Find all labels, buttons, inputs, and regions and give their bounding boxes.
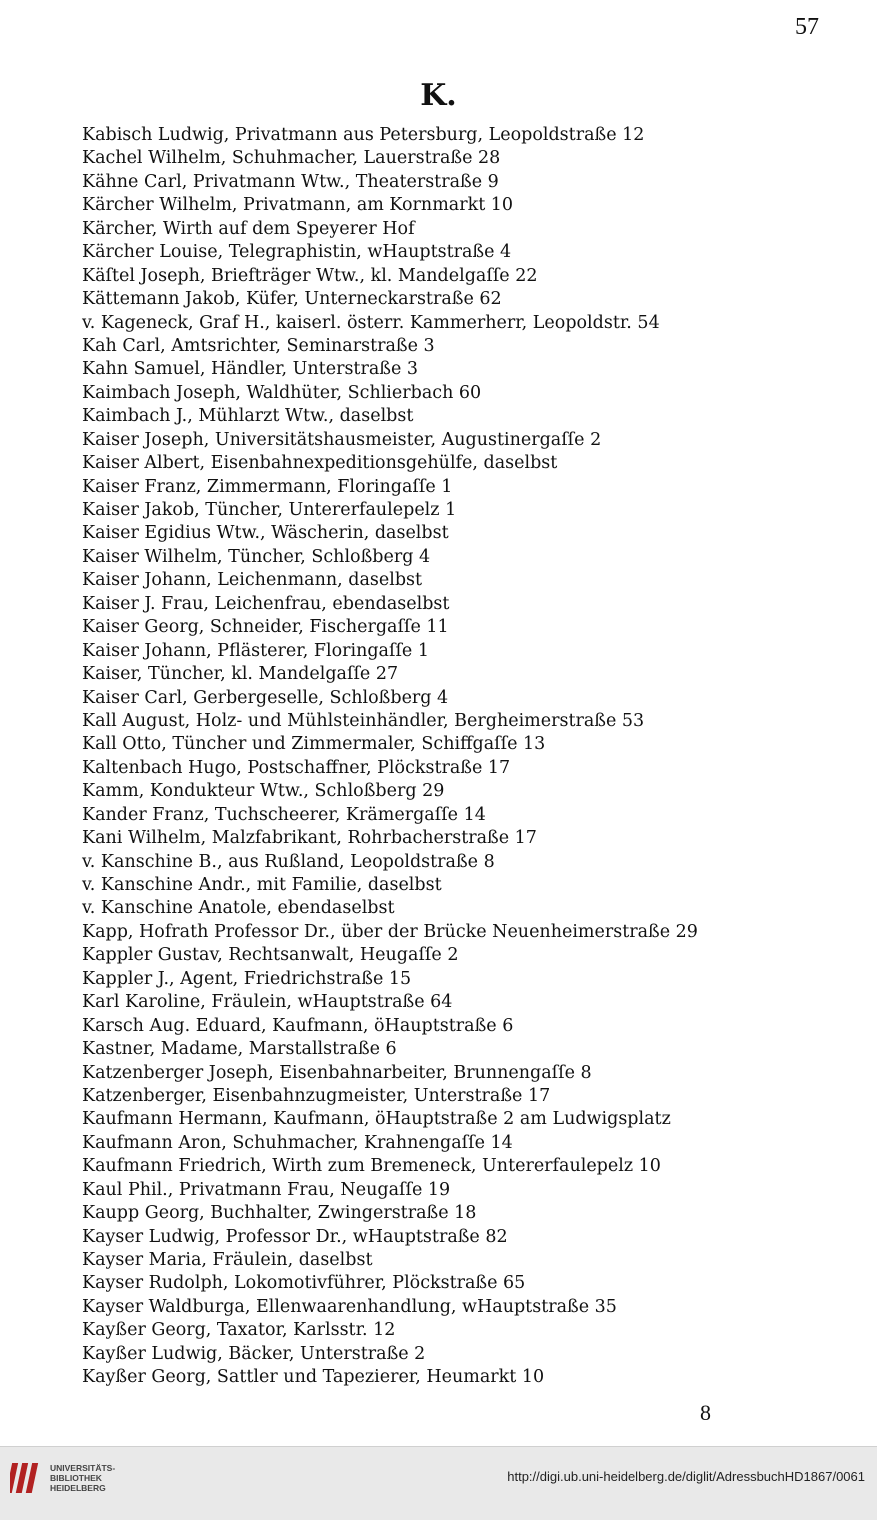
directory-entry: Karl Karoline, Fräulein, wHauptstraße 64 <box>82 992 453 1013</box>
directory-entry: Kall August, Holz- und Mühlsteinhändler, Bergheimerstraße 53 <box>82 710 645 731</box>
directory-entry: Katzenberger, Eisenbahnzugmeister, Unterstraße 17 <box>82 1085 551 1106</box>
directory-entry: Kaiser Jakob, Tüncher, Untererfaulepelz 1 <box>82 500 457 520</box>
logo-line-1: UNIVERSITÄTS- <box>50 1463 116 1473</box>
directory-entry: Kaufmann Aron, Schuhmacher, Krahnengaſſe 14 <box>82 1132 513 1153</box>
footer-url-link[interactable]: http://digi.ub.uni-heidelberg.de/diglit/AdressbuchHD1867/0061 <box>507 1469 865 1484</box>
directory-entry: v. Kanschine B., aus Rußland, Leopoldstraße 8 <box>82 851 495 872</box>
directory-entry: Kani Wilhelm, Malzfabrikant, Rohrbacherstraße 17 <box>82 828 537 849</box>
directory-entry: Kaiser Johann, Leichenmann, daselbst <box>82 570 423 591</box>
directory-entry: Kaiser Albert, Eisenbahnexpeditionsgehülfe, daselbst <box>82 453 558 474</box>
directory-entry: Kamm, Kondukteur Wtw., Schloßberg 29 <box>82 781 445 802</box>
directory-entry: Kähne Carl, Privatmann Wtw., Theaterstraße 9 <box>82 171 499 192</box>
logo-line-2: BIBLIOTHEK <box>50 1473 102 1483</box>
logo-line-3: HEIDELBERG <box>50 1483 106 1493</box>
directory-entry: Kayßer Georg, Sattler und Tapezierer, Heumarkt 10 <box>82 1367 545 1388</box>
library-logo-icon <box>10 1459 44 1497</box>
directory-entry: v. Kanschine Anatole, ebendaselbst <box>82 898 395 919</box>
directory-entry: Kabisch Ludwig, Privatmann aus Petersburg, Leopoldstraße 12 <box>82 125 645 145</box>
signature-mark: 8 <box>700 1400 711 1425</box>
library-logo-text <box>50 1463 115 1493</box>
directory-entry: Kaltenbach Hugo, Postschaffner, Plöckstraße 17 <box>82 757 511 778</box>
directory-entries <box>82 124 842 1390</box>
directory-entry: Kaiser, Tüncher, kl. Mandelgaſſe 27 <box>82 664 399 685</box>
directory-entry: Kander Franz, Tuchscheerer, Krämergaſſe 14 <box>82 804 486 825</box>
directory-entry: Kaiser Johann, Pflästerer, Floringaſſe 1 <box>82 640 429 661</box>
directory-entry: Kayßer Ludwig, Bäcker, Unterstraße 2 <box>82 1343 426 1364</box>
directory-entry: Kaul Phil., Privatmann Frau, Neugaſſe 19 <box>82 1179 451 1200</box>
directory-entry: Kaiser J. Frau, Leichenfrau, ebendaselbst <box>82 593 450 614</box>
footer-bar <box>0 1446 877 1520</box>
directory-entry: Kaimbach J., Mühlarzt Wtw., daselbst <box>82 406 414 427</box>
directory-entry: Kaiser Franz, Zimmermann, Floringaſſe 1 <box>82 476 453 497</box>
directory-entry: v. Kageneck, Graf H., kaiserl. österr. Kammerherr, Leopoldstr. 54 <box>82 312 660 333</box>
directory-entry: Kayser Rudolph, Lokomotivführer, Plöckstraße 65 <box>82 1273 526 1294</box>
directory-entry: Kaiser Wilhelm, Tüncher, Schloßberg 4 <box>82 546 431 567</box>
directory-entry: Kastner, Madame, Marstallstraße 6 <box>82 1039 397 1060</box>
directory-entry: Kaiser Joseph, Universitätshausmeister, Augustinergaſſe 2 <box>82 429 602 450</box>
directory-entry: Karsch Aug. Eduard, Kaufmann, öHauptstraße 6 <box>82 1015 514 1036</box>
directory-entry: Kappler J., Agent, Friedrichstraße 15 <box>82 968 412 989</box>
library-logo[interactable] <box>10 1459 115 1497</box>
page-number: 57 <box>795 14 819 40</box>
directory-entry: Kayser Maria, Fräulein, daselbst <box>82 1250 373 1270</box>
directory-entry: Kayser Waldburga, Ellenwaarenhandlung, wHauptstraße 35 <box>82 1296 617 1317</box>
directory-entry: Kayser Ludwig, Professor Dr., wHauptstraße 82 <box>82 1226 508 1247</box>
directory-entry: Kärcher Louise, Telegraphistin, wHauptstraße 4 <box>82 242 512 263</box>
directory-entry: Kaimbach Joseph, Waldhüter, Schlierbach 60 <box>82 382 482 403</box>
directory-entry: Kachel Wilhelm, Schuhmacher, Lauerstraße 28 <box>82 148 501 169</box>
directory-entry: Katzenberger Joseph, Eisenbahnarbeiter, Brunnengaſſe 8 <box>82 1062 592 1083</box>
directory-entry: Kaupp Georg, Buchhalter, Zwingerstraße 18 <box>82 1203 477 1224</box>
directory-entry: Kah Carl, Amtsrichter, Seminarstraße 3 <box>82 335 435 356</box>
directory-entry: Kärcher, Wirth auf dem Speyerer Hof <box>82 218 415 239</box>
directory-entry: Kall Otto, Tüncher und Zimmermaler, Schiffgaſſe 13 <box>82 734 546 755</box>
directory-entry: v. Kanschine Andr., mit Familie, daselbst <box>82 875 442 895</box>
section-letter: K. <box>420 78 457 113</box>
directory-entry: Kaufmann Hermann, Kaufmann, öHauptstraße 2 am Ludwigsplatz <box>82 1109 671 1130</box>
directory-entry: Kärcher Wilhelm, Privatmann, am Kornmarkt 10 <box>82 195 514 216</box>
directory-entry: Kayßer Georg, Taxator, Karlsstr. 12 <box>82 1320 396 1341</box>
directory-entry: Kaiser Egidius Wtw., Wäscherin, daselbst <box>82 523 449 544</box>
directory-entry: Käſtel Joseph, Briefträger Wtw., kl. Mandelgaſſe 22 <box>82 265 538 286</box>
directory-entry: Kaufmann Friedrich, Wirth zum Bremeneck, Untererfaulepelz 10 <box>82 1156 661 1177</box>
directory-entry: Kättemann Jakob, Küfer, Unterneckarstraße 62 <box>82 289 502 310</box>
directory-entry: Kapp, Hofrath Professor Dr., über der Brücke Neuenheimerstraße 29 <box>82 921 698 942</box>
directory-entry: Kahn Samuel, Händler, Unterstraße 3 <box>82 359 418 380</box>
directory-entry: Kaiser Georg, Schneider, Fischergaſſe 11 <box>82 617 449 638</box>
directory-entry: Kaiser Carl, Gerbergeselle, Schloßberg 4 <box>82 687 449 708</box>
directory-entry: Kappler Gustav, Rechtsanwalt, Heugaſſe 2 <box>82 945 459 966</box>
